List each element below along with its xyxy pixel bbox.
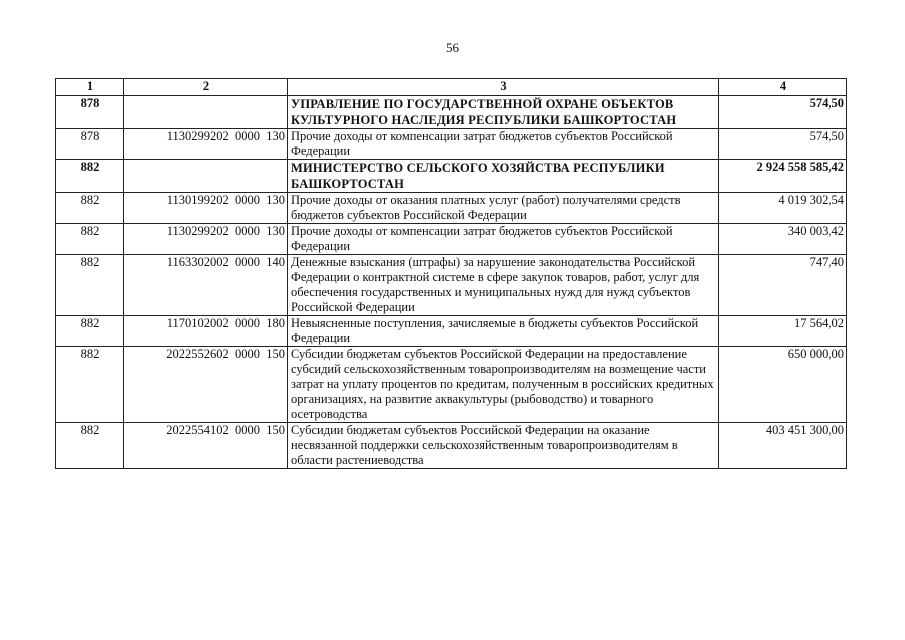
budget-code-cell: 2022554102 0000 150 — [124, 423, 288, 469]
admin-code-cell: 878 — [56, 96, 124, 129]
budget-code-cell: 1130299202 0000 130 — [124, 224, 288, 255]
table-row — [56, 160, 847, 193]
amount-cell: 4 019 302,54 — [719, 193, 847, 224]
amount-cell: 574,50 — [719, 96, 847, 129]
admin-code-cell: 882 — [56, 316, 124, 347]
column-header-1: 1 — [56, 79, 124, 96]
column-header-3: 3 — [288, 79, 719, 96]
amount-cell: 17 564,02 — [719, 316, 847, 347]
budget-code-cell — [124, 160, 288, 193]
budget-code-cell: 1170102002 0000 180 — [124, 316, 288, 347]
revenue-name-cell: Прочие доходы от оказания платных услуг (работ) получателями средств бюджетов субъектов Российской Федерации — [288, 193, 719, 224]
revenue-name-cell: Прочие доходы от компенсации затрат бюджетов субъектов Российской Федерации — [288, 224, 719, 255]
amount-cell: 747,40 — [719, 255, 847, 316]
amount-cell: 574,50 — [719, 129, 847, 160]
budget-code-cell: 1130199202 0000 130 — [124, 193, 288, 224]
admin-code-cell: 882 — [56, 193, 124, 224]
table-header-row — [56, 79, 847, 96]
budget-code-cell: 1130299202 0000 130 — [124, 129, 288, 160]
revenue-table — [55, 78, 847, 469]
amount-cell: 2 924 558 585,42 — [719, 160, 847, 193]
admin-code-cell: 882 — [56, 347, 124, 423]
table-row — [56, 96, 847, 129]
admin-code-cell: 882 — [56, 160, 124, 193]
column-header-4: 4 — [719, 79, 847, 96]
amount-cell: 340 003,42 — [719, 224, 847, 255]
revenue-name-cell: Денежные взыскания (штрафы) за нарушение законодательства Российской Федерации о контрактной системе в сфере закупок товаров, работ, услуг для обеспечения государственных и муниципальных нужд для нужд субъектов Российской Федерации — [288, 255, 719, 316]
revenue-name-cell: Субсидии бюджетам субъектов Российской Федерации на оказание несвязанной поддержки сельскохозяйственным товаропроизводителям в области растениеводства — [288, 423, 719, 469]
budget-code-cell: 2022552602 0000 150 — [124, 347, 288, 423]
table-row — [56, 224, 847, 255]
revenue-name-cell: Прочие доходы от компенсации затрат бюджетов субъектов Российской Федерации — [288, 129, 719, 160]
budget-code-cell: 1163302002 0000 140 — [124, 255, 288, 316]
column-header-2: 2 — [124, 79, 288, 96]
amount-cell: 650 000,00 — [719, 347, 847, 423]
admin-code-cell: 882 — [56, 224, 124, 255]
table-row — [56, 423, 847, 469]
revenue-name-cell: Субсидии бюджетам субъектов Российской Федерации на предоставление субсидий сельскохозяйственным товаропроизводителям на возмещение части затрат на уплату процентов по кредитам, полученным в российских кредитных организациях, на развитие аквакультуры (рыбоводство) и товарного осетроводства — [288, 347, 719, 423]
admin-code-cell: 878 — [56, 129, 124, 160]
table-row — [56, 347, 847, 423]
amount-cell: 403 451 300,00 — [719, 423, 847, 469]
page-number: 56 — [446, 40, 459, 55]
revenue-name-cell: МИНИСТЕРСТВО СЕЛЬСКОГО ХОЗЯЙСТВА РЕСПУБЛИКИ БАШКОРТОСТАН — [288, 160, 719, 193]
table-row — [56, 255, 847, 316]
budget-code-cell — [124, 96, 288, 129]
table-row — [56, 129, 847, 160]
revenue-name-cell: УПРАВЛЕНИЕ ПО ГОСУДАРСТВЕННОЙ ОХРАНЕ ОБЪЕКТОВ КУЛЬТУРНОГО НАСЛЕДИЯ РЕСПУБЛИКИ БАШКОРТОСТАН — [288, 96, 719, 129]
admin-code-cell: 882 — [56, 423, 124, 469]
revenue-name-cell: Невыясненные поступления, зачисляемые в бюджеты субъектов Российской Федерации — [288, 316, 719, 347]
table-row — [56, 193, 847, 224]
admin-code-cell: 882 — [56, 255, 124, 316]
table-row — [56, 316, 847, 347]
